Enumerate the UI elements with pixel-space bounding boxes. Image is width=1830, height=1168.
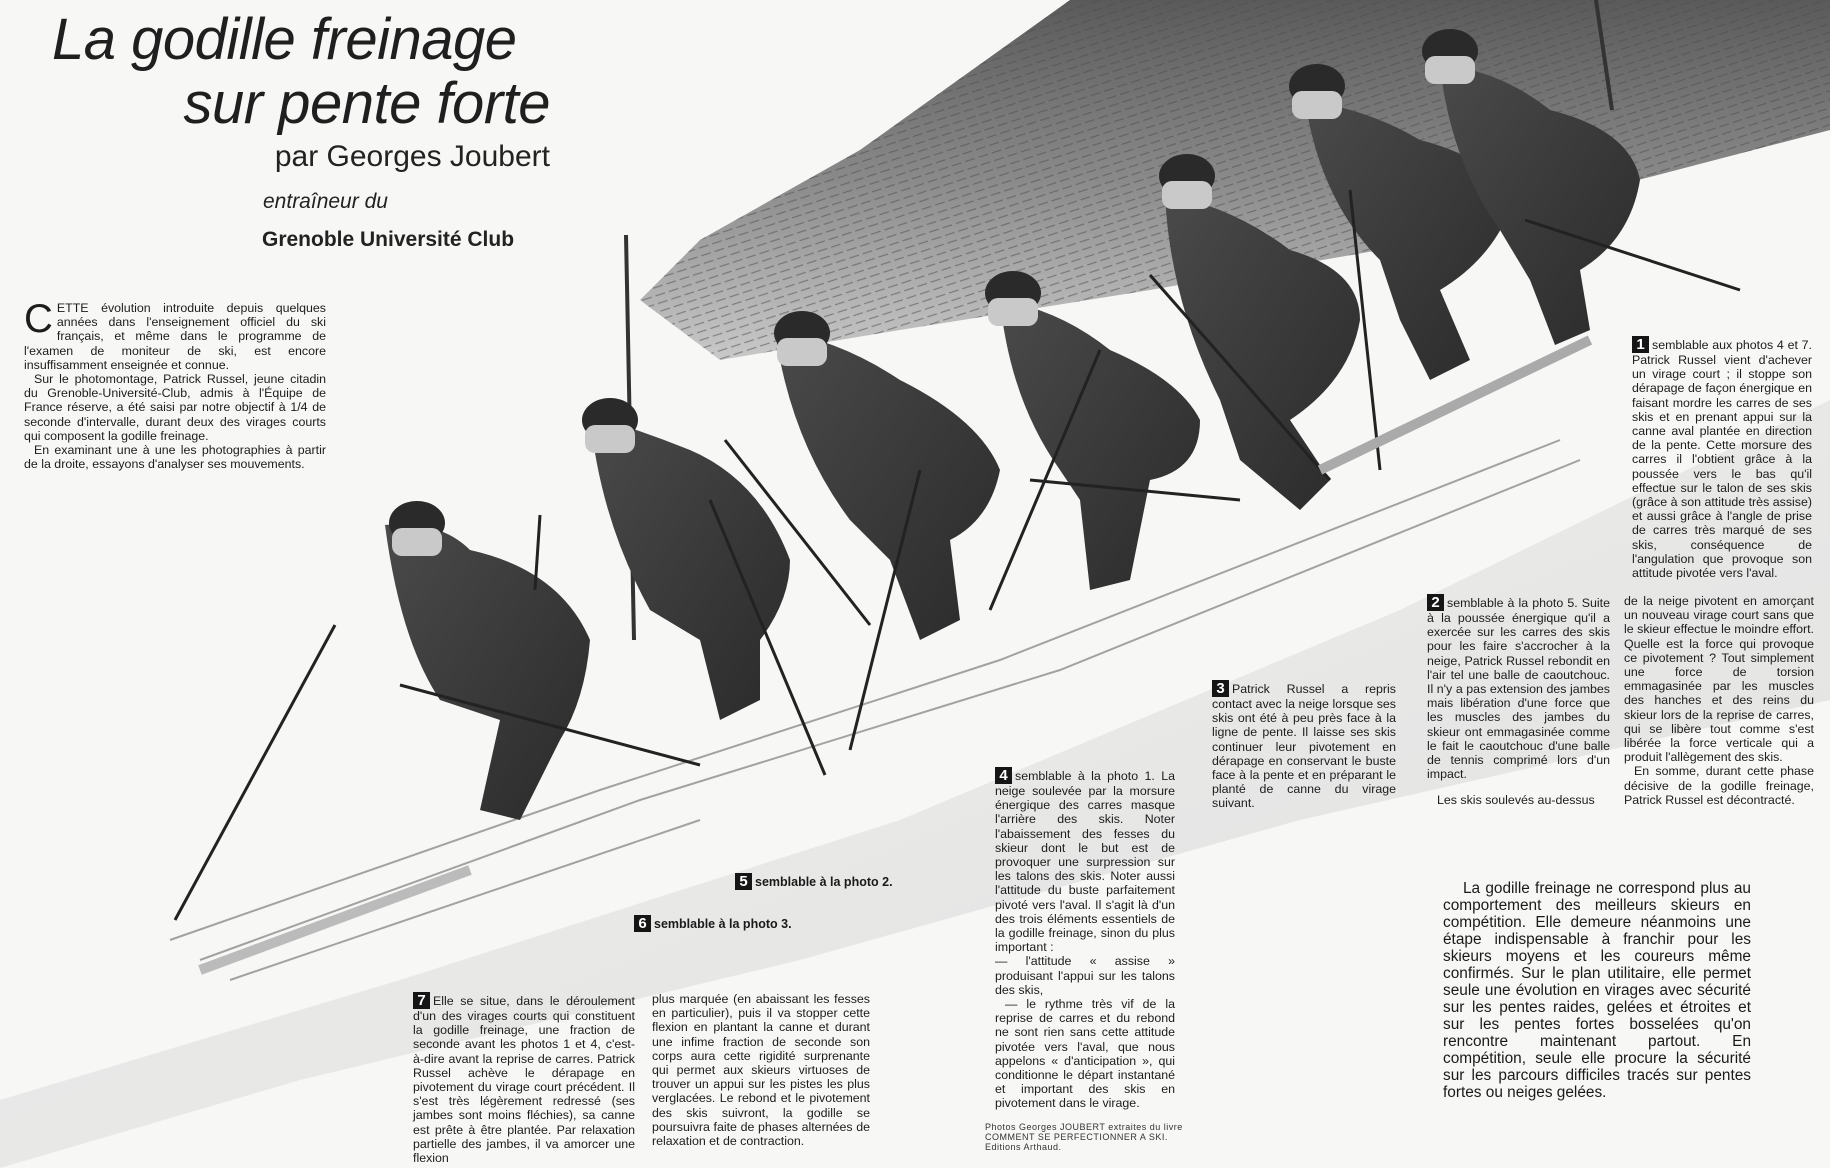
photo-number-5: 5: [735, 873, 752, 890]
conclusion-text: La godille freinage ne correspond plus au comportement des meilleurs skieurs en compétition. Elle demeure néanmoins une étape indispensable à franchir pour les skieurs moyens et les coureurs même confirmés. Sur le plan utilitaire, elle permet seule une évolution en virages avec sécurité sur les pentes raides, gelées et étroites et sur les pentes fortes bosselées qu'on rencontre maintenant partout. En compétition, seule elle procure la sécurité sur les parcours difficiles tracés sur pentes fortes ou neiges gelées.: [1443, 880, 1751, 1101]
caption-1-text: semblable aux photos 4 et 7. Patrick Russel vient d'achever un virage court ; il stoppe son dérapage de façon énergique en faisant mordre les carres de ses skis et en prenant appui sur la canne aval plantée en direction de la pente. Cette morsure des carres il l'obtient grâce à la poussée vers le bas qu'il effectue sur le talon de ses skis (grâce à son attitude très assise) et aussi grâce à l'angle de prise de carres très marqué de ses skis, conséquence de l'angulation que provoque son attitude pivotée vers l'aval.: [1632, 338, 1812, 581]
photo-credit: [985, 1122, 1210, 1152]
title-block: [40, 8, 570, 136]
caption-5: [735, 873, 893, 890]
caption-7-continued: [652, 992, 870, 1148]
caption-2-tail: Les skis soulevés au-dessus: [1437, 793, 1595, 808]
caption-6-text: semblable à la photo 3.: [654, 917, 792, 931]
caption-4-dash-1: — l'attitude « assise » produisant l'appui sur les talons des skis,: [995, 954, 1175, 997]
intro-paragraph-1: ETTE évolution introduite depuis quelques années dans l'enseignement officiel du ski français, et même dans le programme de l'examen de moniteur de ski, est encore insuffisamment enseignée et connue.: [24, 301, 326, 372]
photo-credit-line-3: Editions Arthaud.: [985, 1142, 1062, 1152]
caption-6: [634, 915, 792, 932]
caption-2-continued-p1: de la neige pivotent en amorçant un nouveau virage court sans que le skieur effectue le moindre effort. Quelle est la force qui provoque ce pivotement ? Tout simplement une force de torsion emmagasinée par les muscles des hanches et des reins du skieur lors de la reprise de carres, qui se libère tout comme s'est libérée la force verticale qui a produit l'allègement des skis.: [1624, 594, 1814, 765]
caption-4: [995, 767, 1175, 1111]
caption-7-text: Elle se situe, dans le déroulement d'un des virages courts qui constituent la godille freinage, une fraction de seconde avant les photos 1 et 4, c'est-à-dire avant la reprise de carres. Patrick Russel achève le dérapage en pivotement du virage court précédent. Il s'est très légèrement redressé (ses jambes sont moins fléchies), sa canne est prête à être plantée. Par relaxation partielle des jambes, il va amorcer une flexion: [413, 994, 635, 1166]
skier-figure-6: [535, 398, 825, 775]
byline: par Georges Joubert: [274, 140, 550, 173]
photo-number-4: 4: [995, 767, 1012, 784]
caption-4-dash-2: — le rythme très vif de la reprise de carres et du rebond ne sont rien sans cette attitude pivotée vers l'aval, que nous appelons « d'anticipation », qui conditionne le départ instantané et important des skis en pivotement dans le virage.: [995, 997, 1175, 1111]
intro-paragraph-2: Sur le photomontage, Patrick Russel, jeune citadin du Grenoble-Université-Club, admis à l'Équipe de France réserve, a été saisi par notre objectif à 1/4 de seconde d'intervalle, durant deux des virages courts qui composent la godille freinage.: [24, 372, 326, 443]
caption-5-text: semblable à la photo 2.: [755, 875, 893, 889]
conclusion-paragraph: [1443, 880, 1751, 1101]
drop-cap: C: [24, 297, 53, 341]
caption-2-continued-p2: En somme, durant cette phase décisive de la godille freinage, Patrick Russel est décontracté.: [1624, 764, 1814, 807]
photo-credit-line-2: COMMENT SE PERFECTIONNER A SKI.: [985, 1132, 1168, 1142]
caption-7: [413, 992, 635, 1165]
caption-2-continued: [1624, 594, 1814, 807]
photo-number-6: 6: [634, 915, 651, 932]
page-title-line2: sur pente forte: [183, 71, 550, 136]
caption-4-text: semblable à la photo 1. La neige soulevée par la morsure énergique des carres masque l'arrière des skis. Noter l'abaissement des fesses du skieur dont le but est de provoquer une surpression sur les talons des skis. Noter aussi l'attitude du buste parfaitement pivoté vers l'aval. Il s'agit là d'un des trois éléments essentiels de la godille freinage, sinon du plus important :: [995, 769, 1175, 955]
intro-column: [24, 297, 326, 472]
caption-3-text: Patrick Russel a repris contact avec la neige lorsque ses skis ont été à peu près face à la ligne de pente. Il laisse ses skis continuer leur pivotement en dérapage en conservant le buste face à la pente et en préparant le planté de canne du virage suivant.: [1212, 682, 1396, 811]
page-title: La godille freinage: [52, 7, 517, 72]
caption-3: [1212, 680, 1396, 811]
photo-number-1: 1: [1632, 336, 1649, 353]
caption-2-text: semblable à la photo 5. Suite à la poussée énergique qu'il a exercée sur les carres des skis pour les faire s'accrocher à la neige, Patrick Russel rebondit en l'air tel une balle de caoutchouc. Il n'y a pas extension des jambes mais libération d'une force que les muscles des jambes du skieur ont emmagasinée comme le fait le caoutchouc d'une balle de tennis comprimé lors d'un impact.: [1427, 596, 1610, 782]
skier-figure-7: [175, 501, 700, 970]
caption-1: [1632, 336, 1812, 580]
caption-7-continued-text: plus marquée (en abaissant les fesses en particulier), puis il va stopper cette flexion en plantant la canne et durant une infime fraction de seconde son corps aura cette rigidité surprenante qui permet aux skieurs virtuoses de trouver un appui sur les pistes les plus verglacées. Le rebond et le pivotement des skis suivront, la godille se poursuivra faite de phases alternées de relaxation et de contraction.: [652, 992, 870, 1149]
photo-number-3: 3: [1212, 680, 1229, 697]
photo-number-2: 2: [1427, 594, 1444, 611]
photo-credit-line-1: Photos Georges JOUBERT extraites du livre: [985, 1122, 1183, 1132]
caption-2: [1427, 594, 1610, 808]
photo-number-7: 7: [413, 992, 430, 1009]
author-role: entraîneur du: [263, 190, 388, 213]
club-name: Grenoble Université Club: [262, 228, 515, 251]
intro-paragraph-3: En examinant une à une les photographies à partir de la droite, essayons d'analyser ses mouvements.: [24, 443, 326, 472]
